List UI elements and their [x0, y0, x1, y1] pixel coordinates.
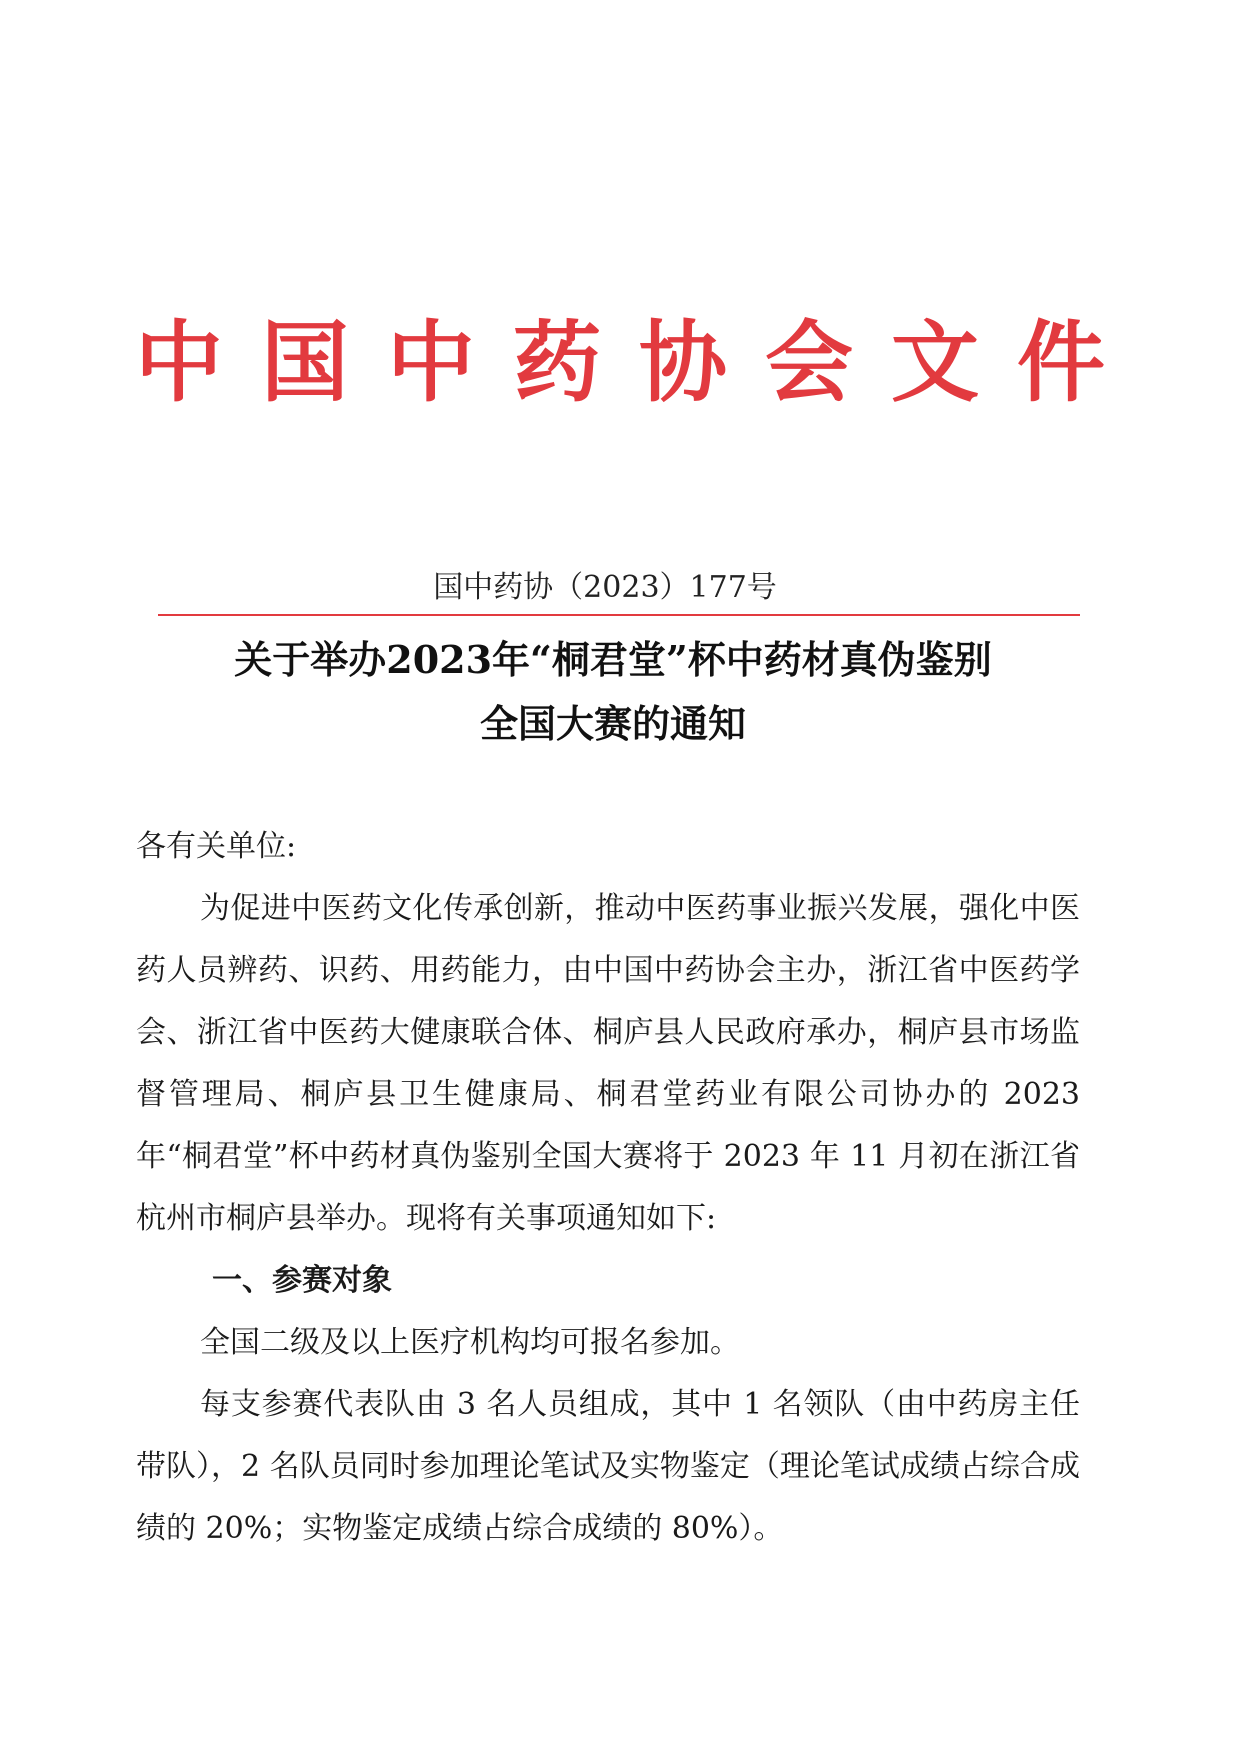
salutation: 各有关单位:: [136, 829, 297, 864]
document-header-title: 中国中药协会文件: [134, 310, 1143, 414]
red-divider-line: [158, 614, 1080, 616]
notice-title-line-2: 全国大赛的通知: [479, 701, 746, 746]
intro-paragraph: 为促进中医药文化传承创新，推动中医药事业振兴发展，强化中医药人员辨药、识药、用药能力，由中国中药协会主办，浙江省中医药学会、浙江省中医药大健康联合体、桐庐县人民政府承办，桐庐县市场监督管理局、桐庐县卫生健康局、桐君堂药业有限公司协办的 2023 年“桐君堂”杯中药材真伪鉴别全国大赛将于 2023 年 11 月初在浙江省杭州市桐庐县举办。现将有关事项通知如下:: [136, 891, 1080, 1236]
notice-title-line-1: 关于举办2023年“桐君堂”杯中药材真伪鉴别: [234, 637, 992, 682]
notice-title: [0, 628, 1240, 756]
section-heading-participants: 一、参赛对象: [212, 1263, 392, 1298]
notice-body: [136, 816, 1080, 1560]
participants-paragraph-2: 每支参赛代表队由 3 名人员组成，其中 1 名领队（由中药房主任带队），2 名队员同时参加理论笔试及实物鉴定（理论笔试成绩占综合成绩的 20%；实物鉴定成绩占综合成绩的 80%）。: [136, 1387, 1080, 1546]
participants-paragraph-1: 全国二级及以上医疗机构均可报名参加。: [200, 1325, 740, 1360]
document-number: 国中药协（2023）177号: [433, 570, 777, 605]
